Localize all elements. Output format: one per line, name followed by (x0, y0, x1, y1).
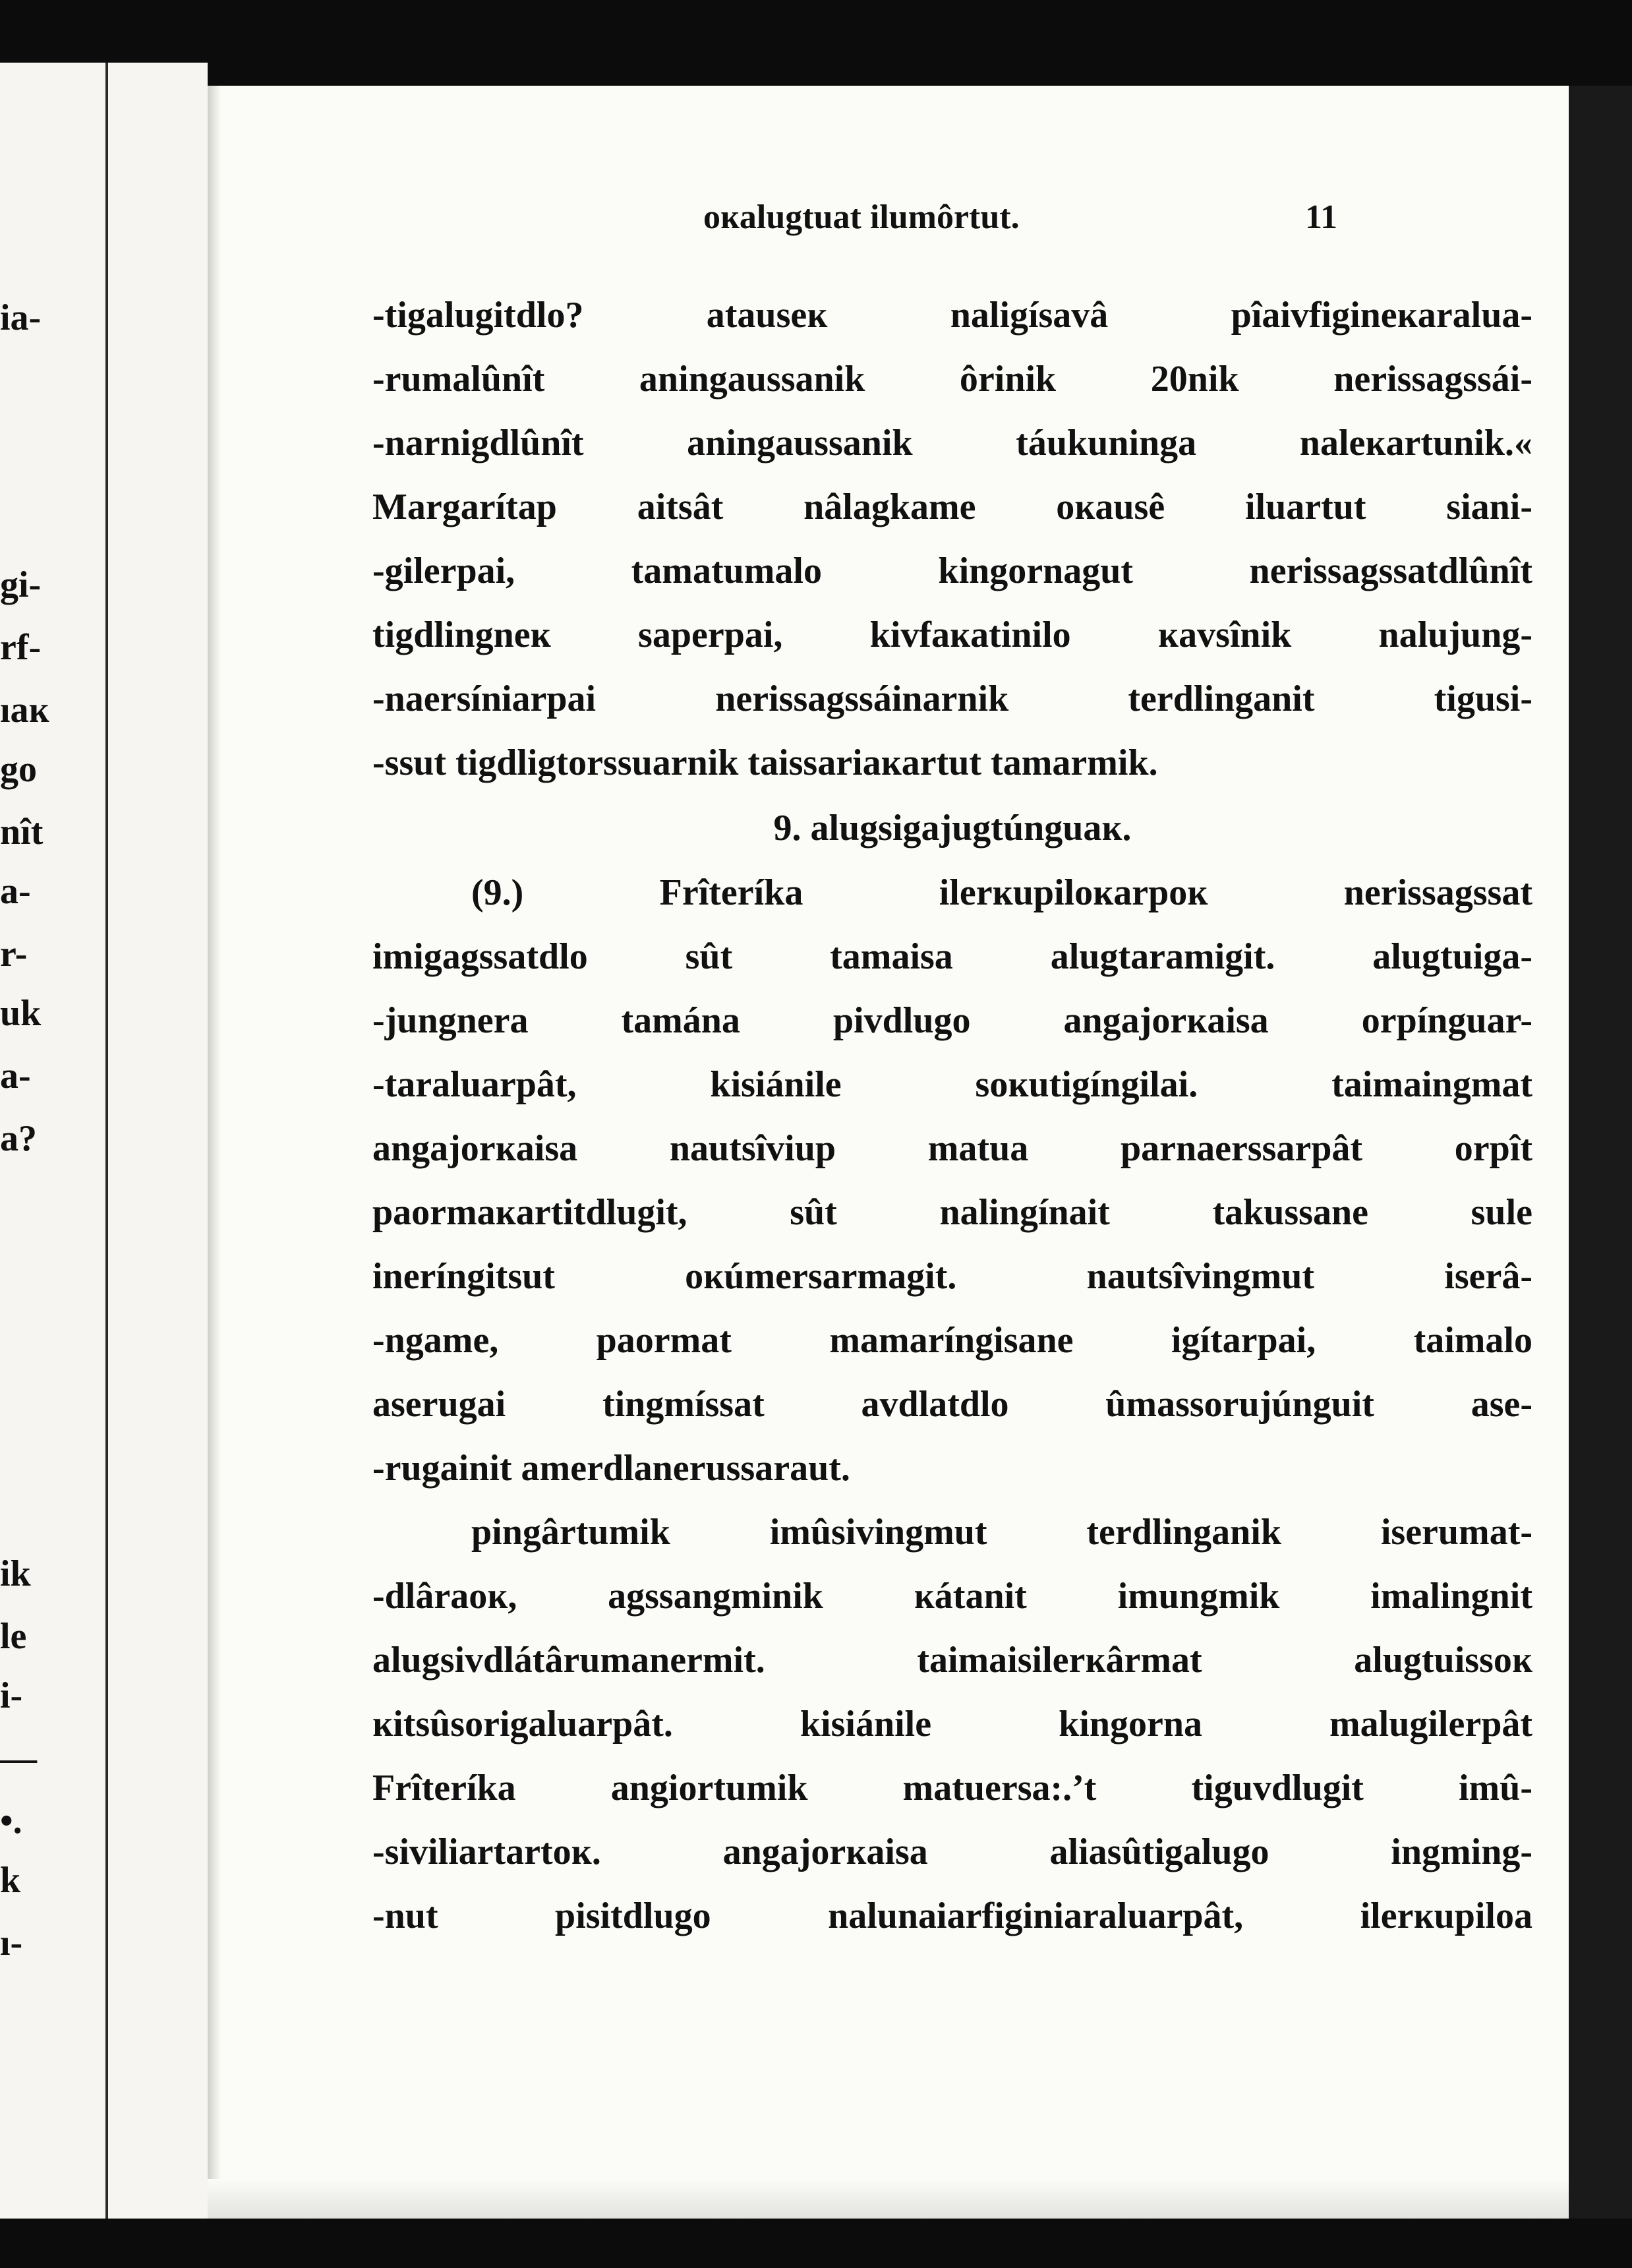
text-line: angajorĸaisa nautsîviup matua parnaerssarpât orpît (372, 1128, 1532, 1169)
text-line: paormaĸartitdlugit, sût nalingínait takussane sule (372, 1192, 1532, 1233)
left-page-fragment: i- (0, 1675, 23, 1716)
left-page-fragment: a- (0, 871, 31, 912)
text-line: ĸitsûsorigaluarpât. kisiánile kingorna malugilerpât (372, 1704, 1532, 1745)
text-line: -rumalûnît aningaussanik ôrinik 20nik nerissagssái- (372, 359, 1532, 400)
book-page (208, 86, 1569, 2219)
left-page-fragment: le (0, 1616, 27, 1657)
text-line: -dlâraoĸ, agssangminik ĸátanit imungmik imalingnit (372, 1576, 1532, 1617)
left-page-fragment: — (0, 1738, 37, 1779)
text-line: -ssut tigdligtorssuarnik taissariaĸartut tamarmik. (372, 742, 1158, 783)
left-page-fragment: •. (0, 1801, 22, 1841)
page-number: 11 (1305, 198, 1338, 236)
text-line: ineríngitsut oĸúmersarmagit. nautsîvingmut iserâ- (372, 1256, 1532, 1297)
text-line: -ngame, paormat mamaríngisane igítarpai, taimalo (372, 1320, 1532, 1361)
margin-rule (105, 63, 108, 2219)
left-page-edge (0, 63, 208, 2219)
text-line: tigdlingneĸ saperpai, kivfaĸatinilo ĸavsînik nalujung- (372, 614, 1532, 655)
page-gutter (208, 86, 221, 2219)
left-page-fragment: a? (0, 1118, 37, 1159)
body-text (372, 284, 1532, 1948)
text-line: -nut pisitdlugo nalunaiarfiginiaraluarpât, ilerĸupiloa (372, 1895, 1532, 1936)
text-line: -jungnera tamána pivdlugo angajorĸaisa orpínguar- (372, 1000, 1532, 1041)
text-line: (9.) Frîteríka ilerĸupiloĸarpoĸ nerissagssat (471, 872, 1532, 913)
text-line: -siviliartartoĸ. angajorĸaisa aliasûtigalugo ingming- (372, 1832, 1532, 1872)
page-edge-shadow (1569, 86, 1632, 2219)
left-page-fragment: ıaĸ (0, 690, 49, 731)
left-page-fragment: k (0, 1860, 21, 1901)
left-page-fragment: nît (0, 812, 44, 852)
left-page-fragment: rf- (0, 627, 42, 668)
text-line: -taraluarpât, kisiánile soĸutigíngilai. taimaingmat (372, 1064, 1532, 1105)
text-line: Margarítap aitsât nâlagkame oĸausê iluartut siani- (372, 487, 1532, 527)
running-title: oĸalugtuat ilumôrtut. (703, 198, 1020, 236)
left-page-fragment: r- (0, 934, 28, 974)
left-page-fragment: a- (0, 1056, 31, 1096)
left-page-fragment: go (0, 749, 37, 790)
left-page-fragment: ik (0, 1553, 31, 1594)
text-line: -naersíniarpai nerissagssáinarnik terdlinganit tigusi- (372, 678, 1532, 719)
text-line: alugsivdlátârumanermit. taimaisilerĸârmat alugtuissoĸ (372, 1640, 1532, 1681)
section-heading: 9. alugsigajugtúnguaĸ. (773, 808, 1132, 849)
text-line: imigagssatdlo sût tamaisa alugtaramigit. alugtuiga- (372, 936, 1532, 977)
left-page-fragment: ia- (0, 297, 42, 338)
text-line: aserugai tingmíssat avdlatdlo ûmassorujúnguit ase- (372, 1384, 1532, 1425)
text-line: pingârtumik imûsivingmut terdlinganik iserumat- (471, 1512, 1532, 1553)
text-line: Frîteríka angiortumik matuersa:.ʼt tiguvdlugit imû- (372, 1768, 1532, 1808)
text-line: -tigalugitdlo? atauseĸ naligísavâ pîaivfigineĸaralua- (372, 295, 1532, 336)
left-page-fragment: uk (0, 993, 42, 1034)
text-line: -gilerpai, tamatumalo kingornagut nerissagssatdlûnît (372, 551, 1532, 591)
text-line: -narnigdlûnît aningaussanik táukuninga naleĸartunik.« (372, 423, 1532, 463)
left-page-fragment: ı- (0, 1923, 23, 1963)
text-line: -rugainit amerdlanerussaraut. (372, 1448, 850, 1489)
page-bottom-shade (208, 2179, 1569, 2219)
left-page-fragment: gi- (0, 564, 42, 605)
